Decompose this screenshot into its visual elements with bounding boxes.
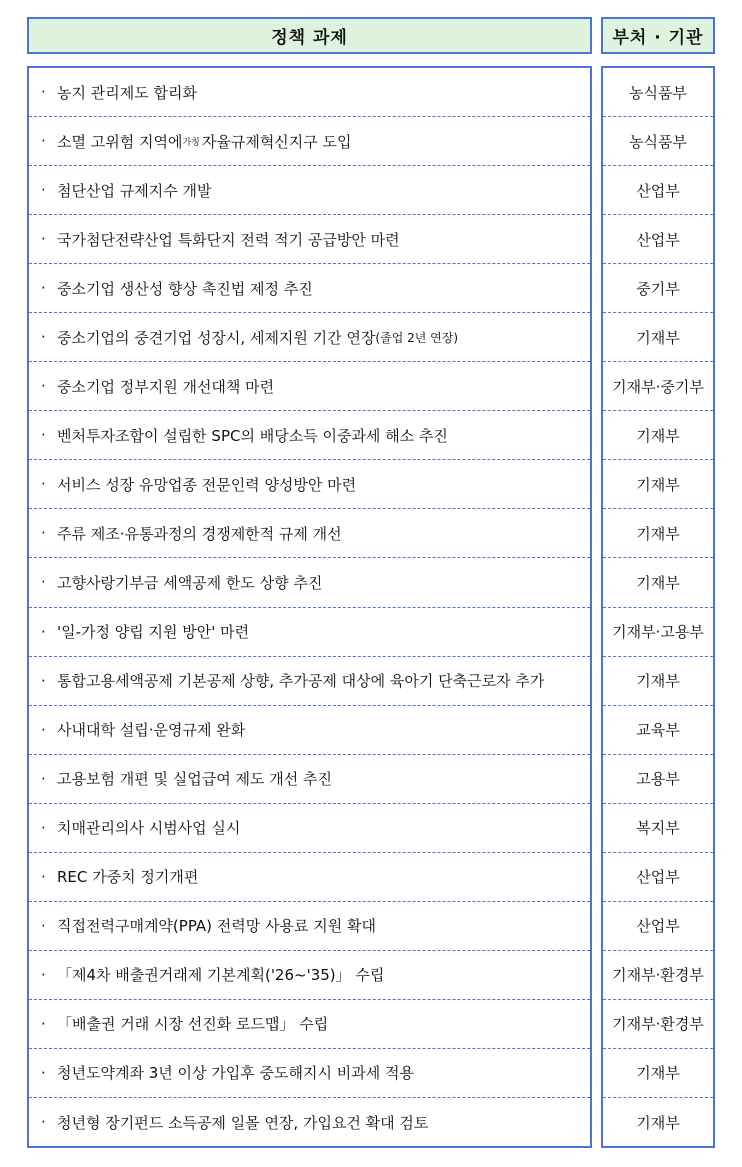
bullet-icon: · — [41, 671, 46, 690]
table-row-agency — [603, 68, 713, 117]
table-row-task — [29, 509, 590, 558]
table-row-agency — [603, 1000, 713, 1049]
agency-text: 기재부 — [636, 1064, 680, 1083]
agency-text: 농식품부 — [629, 83, 687, 102]
table-row-task — [29, 608, 590, 657]
task-text: 청년도약계좌 3년 이상 가입후 중도해지시 비과세 적용 — [57, 1064, 414, 1083]
bullet-icon: · — [41, 1063, 46, 1082]
bullet-icon: · — [41, 769, 46, 788]
table-row-task — [29, 1000, 590, 1049]
table-row-task — [29, 1049, 590, 1098]
agency-text: 기재부 — [636, 475, 680, 494]
table-row-agency — [603, 313, 713, 362]
agency-text: 기재부·환경부 — [612, 966, 704, 985]
table-row-task — [29, 313, 590, 362]
table-row-agency — [603, 362, 713, 411]
table-row-agency — [603, 215, 713, 264]
agency-text: 농식품부 — [629, 132, 687, 151]
bullet-icon: · — [41, 181, 46, 200]
bullet-icon: · — [41, 83, 46, 102]
bullet-icon: · — [41, 475, 46, 494]
agency-text: 산업부 — [636, 917, 680, 936]
table-row-task — [29, 902, 590, 951]
bullet-icon: · — [41, 1014, 46, 1033]
task-text: 고용보험 개편 및 실업급여 제도 개선 추진 — [57, 770, 332, 789]
bullet-icon: · — [41, 720, 46, 739]
bullet-icon: · — [41, 867, 46, 886]
bullet-icon: · — [41, 622, 46, 641]
bullet-icon: · — [41, 818, 46, 837]
agency-text: 산업부 — [636, 868, 680, 887]
agency-text: 기재부 — [636, 328, 680, 347]
table-row-agency — [603, 755, 713, 804]
table-row-task — [29, 411, 590, 460]
bullet-icon: · — [41, 1113, 46, 1131]
table-row-task — [29, 166, 590, 215]
table-row-agency — [603, 608, 713, 657]
agency-text: 기재부 — [636, 573, 680, 592]
table-row-agency — [603, 264, 713, 313]
agency-text: 기재부 — [636, 426, 680, 445]
table-row-task — [29, 68, 590, 117]
agency-text: 중기부 — [636, 279, 680, 298]
agency-text: 기재부 — [636, 672, 680, 691]
task-text: 첨단산업 규제지수 개발 — [57, 181, 212, 200]
table-row-agency — [603, 951, 713, 1000]
table-row-task — [29, 804, 590, 853]
table-row-agency — [603, 902, 713, 951]
table-row-task — [29, 460, 590, 509]
table-row-agency — [603, 166, 713, 215]
table-row-task — [29, 362, 590, 411]
task-text: '일-가정 양립 지원 방안' 마련 — [57, 623, 250, 642]
agency-text: 기재부 — [636, 1113, 680, 1132]
task-text-prefix: 소멸 고위험 지역에 — [57, 132, 183, 151]
task-text: 중소기업의 중견기업 성장시, 세제지원 기간 연장 — [57, 328, 376, 347]
agency-text: 기재부·환경부 — [612, 1015, 704, 1034]
task-text: 사내대학 설립·운영규제 완화 — [57, 721, 246, 740]
task-text: 치매관리의사 시범사업 실시 — [57, 819, 241, 838]
table-row-task — [29, 558, 590, 607]
table-row-agency — [603, 460, 713, 509]
bullet-icon: · — [41, 916, 46, 935]
task-text: 주류 제조·유통과정의 경쟁제한적 규제 개선 — [57, 524, 342, 543]
table-row-agency — [603, 657, 713, 706]
bullet-icon: · — [41, 377, 46, 396]
table-row-agency — [603, 804, 713, 853]
task-text: REC 가중치 정기개편 — [57, 868, 199, 887]
bullet-icon: · — [41, 328, 46, 347]
task-text: 「배출권 거래 시장 선진화 로드맵」 수립 — [57, 1015, 329, 1034]
task-text: 직접전력구매계약(PPA) 전력망 사용료 지원 확대 — [57, 917, 376, 936]
table-row-task — [29, 117, 590, 166]
task-superscript: 가칭 — [182, 137, 200, 148]
task-text: 자율규제혁신지구 도입 — [201, 132, 352, 151]
table-row-task — [29, 951, 590, 1000]
task-text: 국가첨단전략산업 특화단지 전력 적기 공급방안 마련 — [57, 230, 400, 249]
bullet-icon: · — [41, 573, 46, 592]
agency-text: 산업부 — [636, 181, 680, 200]
bullet-icon: · — [41, 279, 46, 298]
task-text: 고향사랑기부금 세액공제 한도 상향 추진 — [57, 573, 323, 592]
table-row-task — [29, 706, 590, 755]
task-note: (졸업 2년 연장) — [375, 330, 459, 345]
task-text: 「제4차 배출권거래제 기본계획('26~'35)」 수립 — [57, 966, 385, 985]
table-row-task — [29, 1098, 590, 1146]
task-text: 벤처투자조합이 설립한 SPC의 배당소득 이중과세 해소 추진 — [57, 426, 448, 445]
table-row-agency — [603, 706, 713, 755]
table-row-agency — [603, 1049, 713, 1098]
agency-text: 기재부·중기부 — [612, 377, 704, 396]
agency-text: 복지부 — [636, 819, 680, 838]
table-row-task — [29, 657, 590, 706]
agency-text: 기재부 — [636, 524, 680, 543]
table-row-agency — [603, 411, 713, 460]
bullet-icon: · — [41, 965, 46, 984]
task-text: 중소기업 생산성 향상 촉진법 제정 추진 — [57, 279, 313, 298]
table-row-task — [29, 215, 590, 264]
table-row-task — [29, 853, 590, 902]
task-text: 서비스 성장 유망업종 전문인력 양성방안 마련 — [57, 475, 357, 494]
header-agency: 부처 · 기관 — [601, 17, 715, 54]
table-row-agency — [603, 853, 713, 902]
table-row-task — [29, 264, 590, 313]
agency-text: 교육부 — [636, 721, 680, 740]
policy-task-column — [27, 66, 592, 1148]
table-row-agency — [603, 1098, 713, 1146]
bullet-icon: · — [41, 426, 46, 445]
bullet-icon: · — [41, 132, 46, 151]
agency-text: 기재부·고용부 — [612, 623, 704, 642]
task-text: 농지 관리제도 합리화 — [57, 83, 197, 102]
agency-column — [601, 66, 715, 1148]
table-row-agency — [603, 117, 713, 166]
task-text: 청년형 장기펀드 소득공제 일몰 연장, 가입요건 확대 검토 — [57, 1113, 429, 1132]
task-text: 중소기업 정부지원 개선대책 마련 — [57, 377, 275, 396]
agency-text: 산업부 — [636, 230, 680, 249]
table-row-agency — [603, 558, 713, 607]
task-text: 통합고용세액공제 기본공제 상향, 추가공제 대상에 육아기 단축근로자 추가 — [57, 672, 545, 691]
agency-text: 고용부 — [636, 770, 680, 789]
bullet-icon: · — [41, 230, 46, 249]
table-row-agency — [603, 509, 713, 558]
table-row-task — [29, 755, 590, 804]
bullet-icon: · — [41, 524, 46, 543]
header-policy-task: 정책 과제 — [27, 17, 592, 54]
